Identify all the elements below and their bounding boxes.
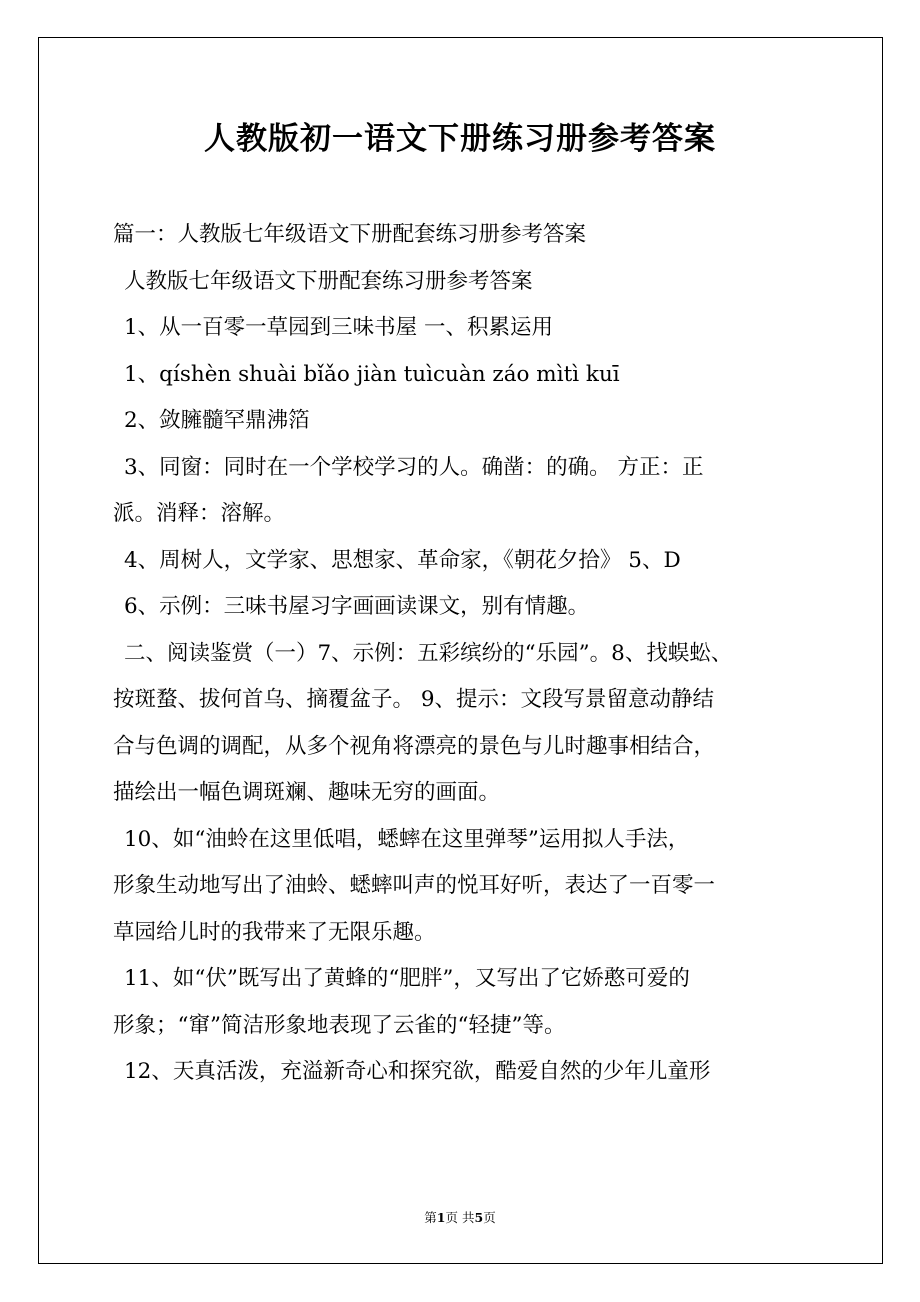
section-heading: 篇一：人教版七年级语文下册配套练习册参考答案: [113, 222, 587, 247]
document-body: [113, 212, 813, 1096]
footer-prefix: 第: [424, 1210, 437, 1225]
answer-line: 二、阅读鉴赏（一）7、示例：五彩缤纷的“乐园”。8、找蜈蚣、: [124, 640, 733, 666]
answer-line: 4、周树人，文学家、思想家、革命家，《朝花夕拾》 5、D: [124, 547, 681, 573]
answer-line: 12、天真活泼，充溢新奇心和探究欲，酷爱自然的少年儿童形: [124, 1059, 711, 1084]
answer-line: 1、qíshèn shuài bǐǎo jiàn tuìcuàn záo mìtì kuī: [124, 361, 620, 387]
answer-line: 形象生动地写出了油蛉、蟋蟀叫声的悦耳好听，表达了一百零一: [113, 873, 716, 898]
footer-suffix: 页: [483, 1210, 496, 1225]
subheading: 人教版七年级语文下册配套练习册参考答案: [124, 268, 533, 294]
answer-line: 合与色调的调配，从多个视角将漂亮的景色与儿时趣事相结合，: [113, 733, 716, 759]
answer-line: 10、如“油蛉在这里低唱，蟋蟀在这里弹琴”运用拟人手法，: [124, 826, 690, 852]
page-footer: [0, 1208, 920, 1226]
answer-line: 草园给儿时的我带来了无限乐趣。: [113, 919, 436, 945]
document-title: 人教版初一语文下册练习册参考答案: [204, 121, 716, 157]
footer-page-number: 1: [436, 1210, 446, 1225]
lesson-heading: 1、从一百零一草园到三味书屋 一、积累运用: [124, 315, 554, 340]
answer-line: 11、如“伏”既写出了黄蜂的“肥胖”，又写出了它娇憨可爱的: [124, 966, 690, 991]
answer-line: 3、同窗：同时在一个学校学习的人。确凿：的确。 方正：正: [124, 454, 704, 480]
answer-line: 描绘出一幅色调斑斓、趣味无穷的画面。: [113, 780, 501, 805]
answer-line: 按斑蝥、拔何首乌、摘覆盆子。 9、提示：文段写景留意动静结: [113, 687, 715, 712]
answer-line: 形象；“窜”简洁形象地表现了云雀的“轻捷”等。: [113, 1012, 566, 1038]
answer-line: 派。消释：溶解。: [113, 501, 286, 526]
footer-total-pages: 5: [474, 1210, 484, 1225]
footer-middle: 页 共: [445, 1210, 475, 1225]
answer-line: 2、敛臃髓罕鼎沸箔: [124, 408, 310, 433]
answer-line: 6、示例：三味书屋习字画画读课文，别有情趣。: [124, 594, 590, 619]
